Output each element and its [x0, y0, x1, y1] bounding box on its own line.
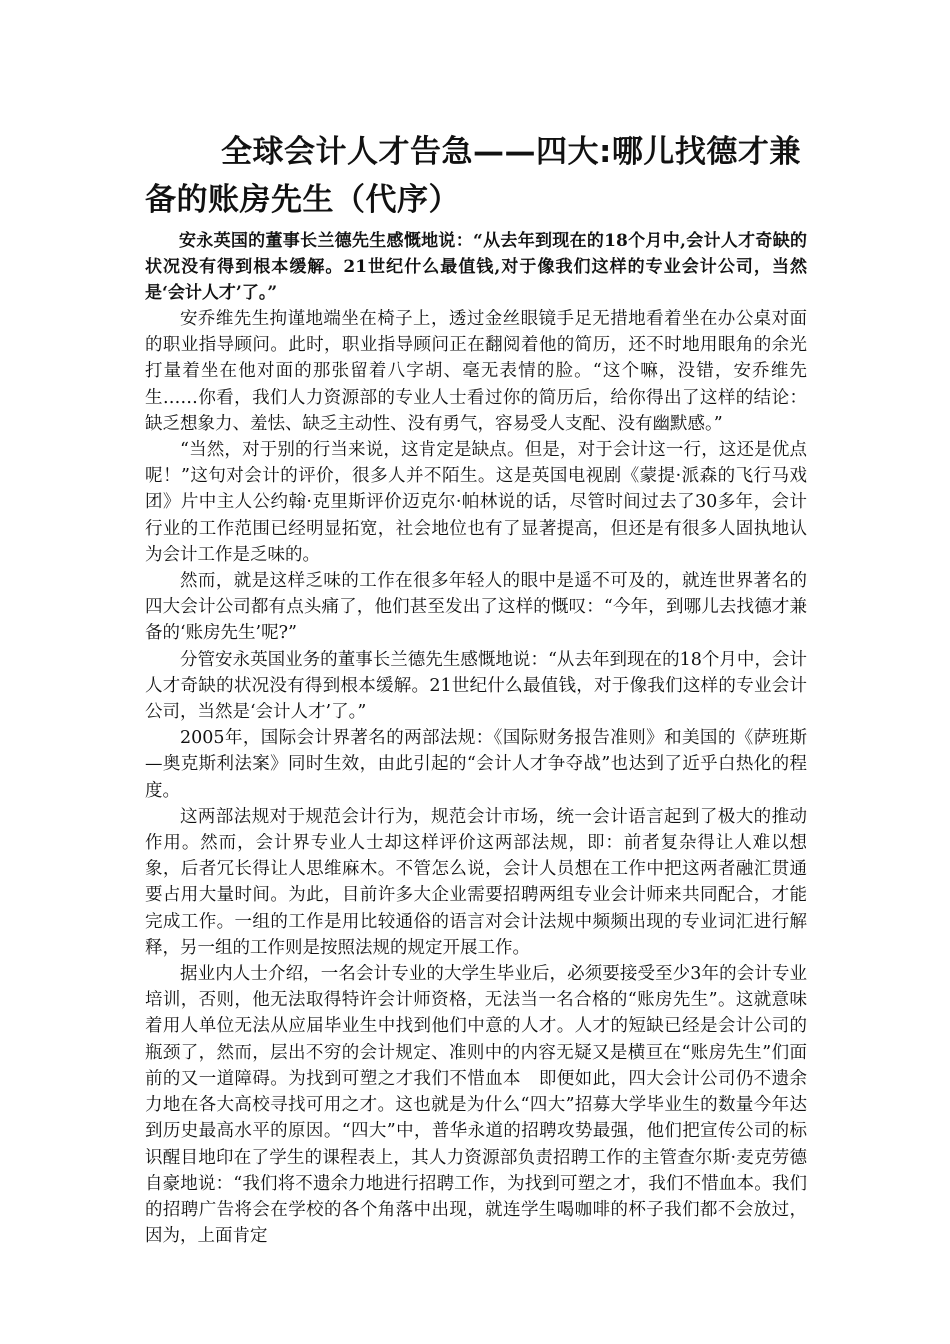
paragraph-1: 安乔维先生拘谨地端坐在椅子上，透过金丝眼镜手足无措地看着坐在办公桌对面的职业指导顾问。此时，职业指导顾问正在翻阅着他的简历，还不时地用眼角的余光打量着坐在他对面的那张留着八字胡、毫无表情的脸。“这个嘛，没错，安乔维先生……你看，我们人力资源部的专业人士看过你的简历后，给你得出了这样的结论：缺乏想象力、羞怯、缺乏主动性、没有勇气，容易受人支配、没有幽默感。” — [145, 309, 807, 434]
paragraph-7: 据业内人士介绍，一名会计专业的大学生毕业后，必须要接受至少3年的会计专业培训，否则，他无法取得特许会计师资格，无法当一名合格的“账房先生”。这就意味着用人单位无法从应届毕业生中找到他们中意的人才。人才的短缺已经是会计公司的瓶颈了，然而，层出不穷的会计规定、准则中的内容无疑又是横亘在“账房先生”们面前的又一道障碍。为找到可塑之才我们不惜血本 即便如此，四大会计公司仍不遗余力地在各大高校寻找可用之才。这也就是为什么“四大”招募大学毕业生的数量今年达到历史最高水平的原因。“四大”中，普华永道的招聘攻势最强，他们把宣传公司的标识醒目地印在了学生的课程表上，其人力资源部负责招聘工作的主管查尔斯·麦克劳德自豪地说：“我们将不遗余力地进行招聘工作，为找到可塑之才，我们不惜血本。我们的招聘广告将会在学校的各个角落中出现，就连学生喝咖啡的杯子我们都不会放过，因为，上面肯定 — [145, 964, 807, 1247]
paragraph-2: “当然，对于别的行当来说，这肯定是缺点。但是，对于会计这一行，这还是优点呢！”这句对会计的评价，很多人并不陌生。这是英国电视剧《蒙提·派森的飞行马戏团》片中主人公约翰·克里斯评价迈克尔·帕林说的话，尽管时间过去了30多年，会计行业的工作范围已经明显拓宽，社会地位也有了显著提高，但还是有很多人固执地认为会计工作是乏味的。 — [145, 440, 807, 565]
lead-quote: 安永英国的董事长兰德先生感慨地说：“从去年到现在的18个月中,会计人才奇缺的状况没有得到根本缓解。21世纪什么最值钱,对于像我们这样的专业会计公司，当然是‘会计人才’了。” — [145, 231, 807, 303]
document-page — [145, 128, 807, 1249]
document-title: 全球会计人才告急——四大:哪儿找德才兼备的账房先生（代序） — [145, 134, 801, 218]
paragraph-5: 2005年，国际会计界著名的两部法规：《国际财务报告准则》和美国的《萨班斯—奥克斯利法案》同时生效，由此引起的“会计人才争夺战”也达到了近乎白热化的程度。 — [145, 728, 807, 801]
paragraph-4: 分管安永英国业务的董事长兰德先生感慨地说：“从去年到现在的18个月中，会计人才奇缺的状况没有得到根本缓解。21世纪什么最值钱，对于像我们这样的专业会计公司，当然是‘会计人才’了。” — [145, 649, 807, 723]
paragraph-6: 这两部法规对于规范会计行为，规范会计市场，统一会计语言起到了极大的推动作用。然而，会计界专业人士却这样评价这两部法规，即：前者复杂得让人难以想象，后者冗长得让人思维麻木。不管怎么说，会计人员想在工作中把这两者融汇贯通要占用大量时间。为此，目前许多大企业需要招聘两组专业会计师来共同配合，才能完成工作。一组的工作是用比较通俗的语言对会计法规中频频出现的专业词汇进行解释，另一组的工作则是按照法规的规定开展工作。 — [145, 806, 807, 958]
paragraph-3: 然而，就是这样乏味的工作在很多年轻人的眼中是遥不可及的，就连世界著名的四大会计公司都有点头痛了，他们甚至发出了这样的慨叹：“今年，到哪儿去找德才兼备的‘账房先生’呢?” — [145, 571, 807, 644]
